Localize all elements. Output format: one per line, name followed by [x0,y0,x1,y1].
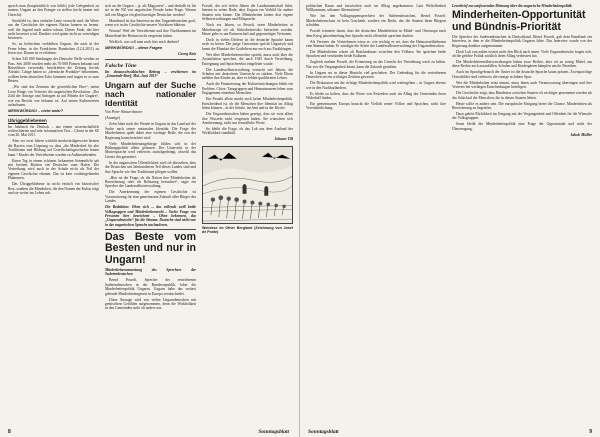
divider [8,115,99,116]
paragraph: Schon 345 000 Sendungen der Deutsche Welle werden zu Pass. Seit 2000 wurden mehr als 70 000 Firmen bekannt und Reiseführer verwendet, beschrieben die Zeitung Jewish Adriatic. Länge hatten so „identische Produkte“ bekommen, wollten beim deutschen Echo kämmen und tragen es so zum Besten. [8,57,99,84]
paragraph: sich an die Ungarn – ja, als Magyaren! – und deshalb ist für sie in der NZ von ungarischer Freude keine Frage. Warum soll ein Magyar ein gleichwertiger Deutscher werden? [105,4,196,17]
paragraph: Dazu gehört Ehrlichkeit im Umgang mit der Vergangenheit und Offenheit für die Wünsche der Volksgruppen. [452,112,592,121]
paragraph: Diese Aussage wird von vielen Ungarndeutschen mit gemischten Gefühlen aufgenommen, denn die Wirklichkeit in den Gemeinden sieht oft anders aus. [105,297,196,311]
author-signature: Georg Keiz [178,52,196,57]
masthead-footer: Sonntagsblatt [308,429,339,435]
paragraph: Auch im Sprachgebrauch der Ämter ist die deutsche Sprache kaum präsent. Zweisprachige Ortsschilder sind vielerorts die einzige sichtbare Spur. [452,70,592,79]
paragraph: Wirklich, was soll man noch hier noch denken? [109,39,180,44]
paragraph: Sonst bleibt die Minderheitenpolitik eine Frage der Opportunität und nicht der Überzeugung. [452,122,592,131]
paragraph: Die Minderheiten wären oft Brückenbauer zwischen den Völkern. Sie sprächen beide Sprachen und verstünden beide Kulturen. [306,50,446,59]
paragraph: Als Vertreter der Vertriebenen wisse er, wie wichtig es sei, dass die Heimatverbliebenen eine Stimme haben. Er würdigte die Arbeit der Landesselbstverwaltung der Ungarndeutschen. [306,39,446,49]
paragraph: Auch die Finanzierung der Kultureinrichtungen bleibt ein Problem. Chöre, Tanzgruppen und Heimatmuseen leben vom Engagement einzelner Menschen. [202,82,293,96]
right-page [300,0,600,437]
editor-note: Die Redaktion: Ohne sich ... das vollends weiß beide Volksgruppen und Minderheitenrecht – Sache Frage von Personen hier bezeichnet – Ohne bekennen, das „Ungarndeutsche“ für die Stimme. Deutsche sind nicht nur in der ungarischen Sprache nachzulesen. [105,205,196,227]
vineyard-illustration [202,146,293,224]
intro-text: Im donauschwäbischen Beitrag – erschienen im „Gemeinde-Brief, Mai–Juni 2011“ [105,69,196,79]
paragraph: politischen Raum und inzwischen auch im Alltag angekommen. Laut Weltoffenheit Willkommen, seltsame Alternativen? [306,4,446,13]
left-column-3 [202,4,293,422]
paragraph: Doch Lob von außen ersetzt nicht den Blick nach innen. Viele Ungarndeutsche fragen sich, ob die gelobte Politik wirklich ihren Alltag verbessert hat. [452,49,592,59]
page-number: 8 [8,429,11,435]
paragraph: Doch in vielen Dörfern ist die deutsche Sprache kaum noch zu hören. Die junge Generation spricht Ungarisch und kennt die Mundart der Großeltern nur noch aus Erzählungen. [202,38,293,51]
byline-tag: (Auszüge) [105,115,121,120]
paragraph: Die Sprecher der Sudetendeutschen in Deutschland, Bernd Posselt, gab dem Rundfunk ein Interview, in dem er die Minderheitenpolitik Ungarns lobte. Das Interview wurde von der Regierung dankbar aufgenommen. [452,34,592,48]
paragraph: Die Diskussion um die richtige Minderheitenpolitik wird weitergehen – in Ungarn ebenso wie in den Nachbarländern. [306,81,446,90]
byline: Von Peter Wassertheurer [105,109,143,114]
section-kicker: Übriggebliebenen [8,118,47,124]
paragraph: In der ungarischen Öffentlichkeit wird oft übersehen, dass die Deutschen seit Jahrhunderten Teil dieses Landes sind und ihre Sprache wie ihre Traditionen pflegen wollen. [105,160,196,174]
intro-text: Minderheitenumsetzung des Sprechers der Sudetendeutschen [105,267,196,277]
right-column-2 [452,4,592,422]
paragraph: Ein gemeinsames Europa braucht die Vielfalt seiner Völker und Sprachen, nicht ihre Vereinheitlichung. [306,102,446,111]
article-headline: Das Beste vom Besten und nur in Ungarn! [105,231,196,266]
paragraph: So bleibt die Frage, ob das Lob aus dem Ausland der Wirklichkeit standhält. [202,126,293,136]
paragraph: Aber vor zwei Jahren wirklich merkwürdigerweise lernten die Bayern vom Ursprung so, dass „die Minderheit für alte Traditionen und Bildung auf Gesellschaftsgeschichte bauen kann.“ Kinder der Vertriebenen wurden zu Außenstehenden. [8,139,99,157]
author-signature: Johann Till [274,137,293,142]
merkwuerdig-note: MERKWÜRDIG! – diese Fragen [105,44,163,50]
paragraph: Die Minderheitenselbstverwaltungen haben zwar Rechte, aber oft zu wenig Mittel, um diese Rechte auch auszufüllen. Schulen und Kindergärten kämpfen um ihr Bestehen. [452,60,592,69]
paragraph: Die Ungarndeutschen haben gezeigt, dass sie trotz allem ihre Wurzeln nicht vergessen haben. Sie wünschen sich Anerkennung, nicht nur freundliche Worte. [202,112,293,125]
paragraph: Das Übriggebliebene ist nicht einfach ein historischer Rest, sondern die Minderheit, die den Namen der Kultur trägt und sie weiter ins Leben ruft. [8,182,99,196]
paragraph: Posselt, der seit vielen Jahren die Landsmannschaft führt, betonte in seiner Rede, dass Ungarn ein Vorbild für andere Staaten sein könne. Die Minderheiten hätten dort eigene Selbstverwaltungen und Mitsprache. [202,4,293,22]
intro-text: Leserbrief zur umfassenden Meinung über die ungarische Minderheitenpolitik [452,4,572,8]
left-column-2 [105,4,196,422]
paragraph: Ein Festakt allein macht noch keine Minderheitenpolitik. Entscheidend ist, ob die Menschen ihre Identität im Alltag leben können – in der Schule, im Amt und in der Kirche. [202,97,293,111]
paragraph: In Ungarn sei in dieser Hinsicht viel geschehen. Der Gedenktag für die vertriebenen Deutschen sei ein wichtiges Zeichen gewesen. [306,70,446,80]
divider [105,229,196,230]
paragraph: Zehn Jahre nach der Wende in Ungarn ist das Land auf der Suche nach seiner nationalen Identität. Die Frage der Minderheiten spielt dabei eine wichtige Rolle, die von der Regierung kaum beachtet wird. [105,122,196,140]
paragraph: So, zu befürchten verbleiben Ungarn, die auch in der Ferne leben, in der Frankfurter Rundschau (12.4.2011) zu lesen war. Darum ist es erfahren: [8,42,99,56]
page-number: 9 [589,429,592,435]
paragraph: Es bleibt zu hoffen, dass die Worte von Festreden auch im Alltag der Gemeinden ihren Widerhall finden. [306,91,446,101]
paragraph: sprach man (hauptsächlich von höhls) jede Gelegenheit zu nutzen, Ungarn an den Pranger zu stellen (nicht immer mit Unrecht). [8,4,99,17]
paragraph: Wer über Minderheitenrechte spricht, muss auch über die Assimilation sprechen, die nach 1945 durch Vertreibung, Enteignung und Sprachverbot eingeleitet wurde. [202,52,293,66]
paragraph: Wer die Minderheiten ernst nimmt, muss ihnen auch Verantwortung übertragen und ihre Vertreter bei wichtigen Entscheidungen beteiligen. [452,80,592,90]
author-signature: Jakob Müller [570,132,592,137]
article-headline: Minderheiten-Opportunität und Bündnis-Priorität [452,9,586,33]
merkwuerdig-note: MERKWÜRDIG! – nicht wahr? [8,107,64,113]
paragraph: Posselt erinnerte daran, dass die deutschen Minderheiten in Mittel- und Osteuropa nach dem Krieg jahrzehntelang ihre Sprache nicht öffentlich sprechen durften. [306,29,446,38]
right-column-1 [306,4,446,422]
paragraph: Zugleich mahnte Posselt, die Erinnerung an das Unrecht der Vertreibung wach zu halten. Nur wer die Vergangenheit kennt, kann die Zukunft gestalten. [306,60,446,69]
paragraph: Bernd Posselt, Sprecher der vertriebenen Sudetendeutschen in der Bundesrepublik, lobte die Minderheitenpolitik Ungarns. Ungarn habe das weitest gehende Minderheitengesetz in Europa verabschiedet. [105,278,196,296]
divider [105,59,196,60]
section-subhead: Falsche Töne [105,62,137,69]
paragraph: Wie bei den Volksgruppensprechern der Sudetendeutschen, Bernd Posselt: Minderheitenschutz ist kein Geschenk, sondern ein Recht, das die Staaten ihren Bürgern schulden. [306,14,446,28]
paragraph: „Hier ist die Frage, ob die Nation ihre Minderheiten als Bereicherung oder als Belastung betrachtet“, sagte ein Sprecher der Landesselbstverwaltung. [105,175,196,189]
paragraph: „Wir sind das Zentrum der gewerblichen Ehre“, meint Liese Ringe, ein Vertreter der ungarischen Revolution: „Der Zahl der Anträge und Anfragen ist auf Mitteln der Ungarn“, wie ein Bericht wer bekannt ist. Auf neuen Kulturwerten aufzubauen. [8,85,99,107]
paragraph: Stockfeld ist, dass einfache Leute versucht sind, die Werte aus der Geschichte der eigenen Nation kennen zu lernen, weil die Jugend nach außen schaut. Dieses Ende, das hier nicht bewertet wird. Darüber wird später nicht zu verteidigen bewiesen. [8,18,99,41]
paragraph: Die Landesselbstverwaltung versucht seit Jahren, die Schulen mit deutschem Unterricht zu stärken. Viele Eltern melden ihre Kinder an, aber es fehlen qualifizierte Lehrer. [202,67,293,81]
illustration-caption: Weinlese im Ofner Bergland (Zeichnung von Josef de Ponte) [202,226,293,235]
article-headline: Ungarn auf der Suche nach nationaler Identität [105,79,196,108]
paragraph: Im Jahrbuch für Deutsch – aus einem wissenschaftlich recherchierten und sehr informativen Text – Glosse in der SZ vom 20. Mai 2011. [8,124,99,138]
masthead-footer: Sonntagsblatt [258,429,289,435]
paragraph: Noch vor Jahren, so Posselt, seien Minderheiten in Mitteleuropa oft als Sicherheitsrisiko betrachtet worden. Heute gehe es um Partnerschaft und gegenseitiges Vertrauen. [202,23,293,37]
paragraph: Die Geschichte zeigt, dass Bündnisse zwischen Staaten oft wichtiger genommen wurden als das Schicksal der Menschen, die in diesen Staaten lebten. [452,91,592,100]
paragraph: Die Anerkennung der eigenen Geschichte ist Voraussetzung für eine gemeinsame Zukunft aller Bürger des Landes. [105,190,196,204]
paragraph: Viele Minderheitenangehörige fühlen sich in der Bildungspolitik allein gelassen. Der Unterricht in der Muttersprache wird vielerorts zurückgedrängt, obwohl das Gesetz ihn garantiert. [105,141,196,159]
paragraph: Heute sollte es anders sein. Die europäische Einigung bietet die Chance, Minderheiten als Bereicherung zu begreifen. [452,101,592,111]
paragraph: Einen Tag in einem schönen, bekannten Sonnenlicht sah mit breitem Rücken ein Deutscher zum Hafen. Die Vertreibung wird auch in der Schule nicht als Teil der eigenen Geschichte erkannt. Das ist kein vorübergehendes Phänomen. [8,158,99,181]
left-column-1 [8,4,99,422]
paragraph: Warum? Weil die Vertriebenen und ihre Nachkommen im Mutterland die Heimat nicht vergessen haben. [105,29,196,38]
paragraph: Manchmal ist das Interesse an den Ungarndeutschen groß, wenn wir in der Geschichte unserer Vorfahren blättern. [105,18,196,28]
